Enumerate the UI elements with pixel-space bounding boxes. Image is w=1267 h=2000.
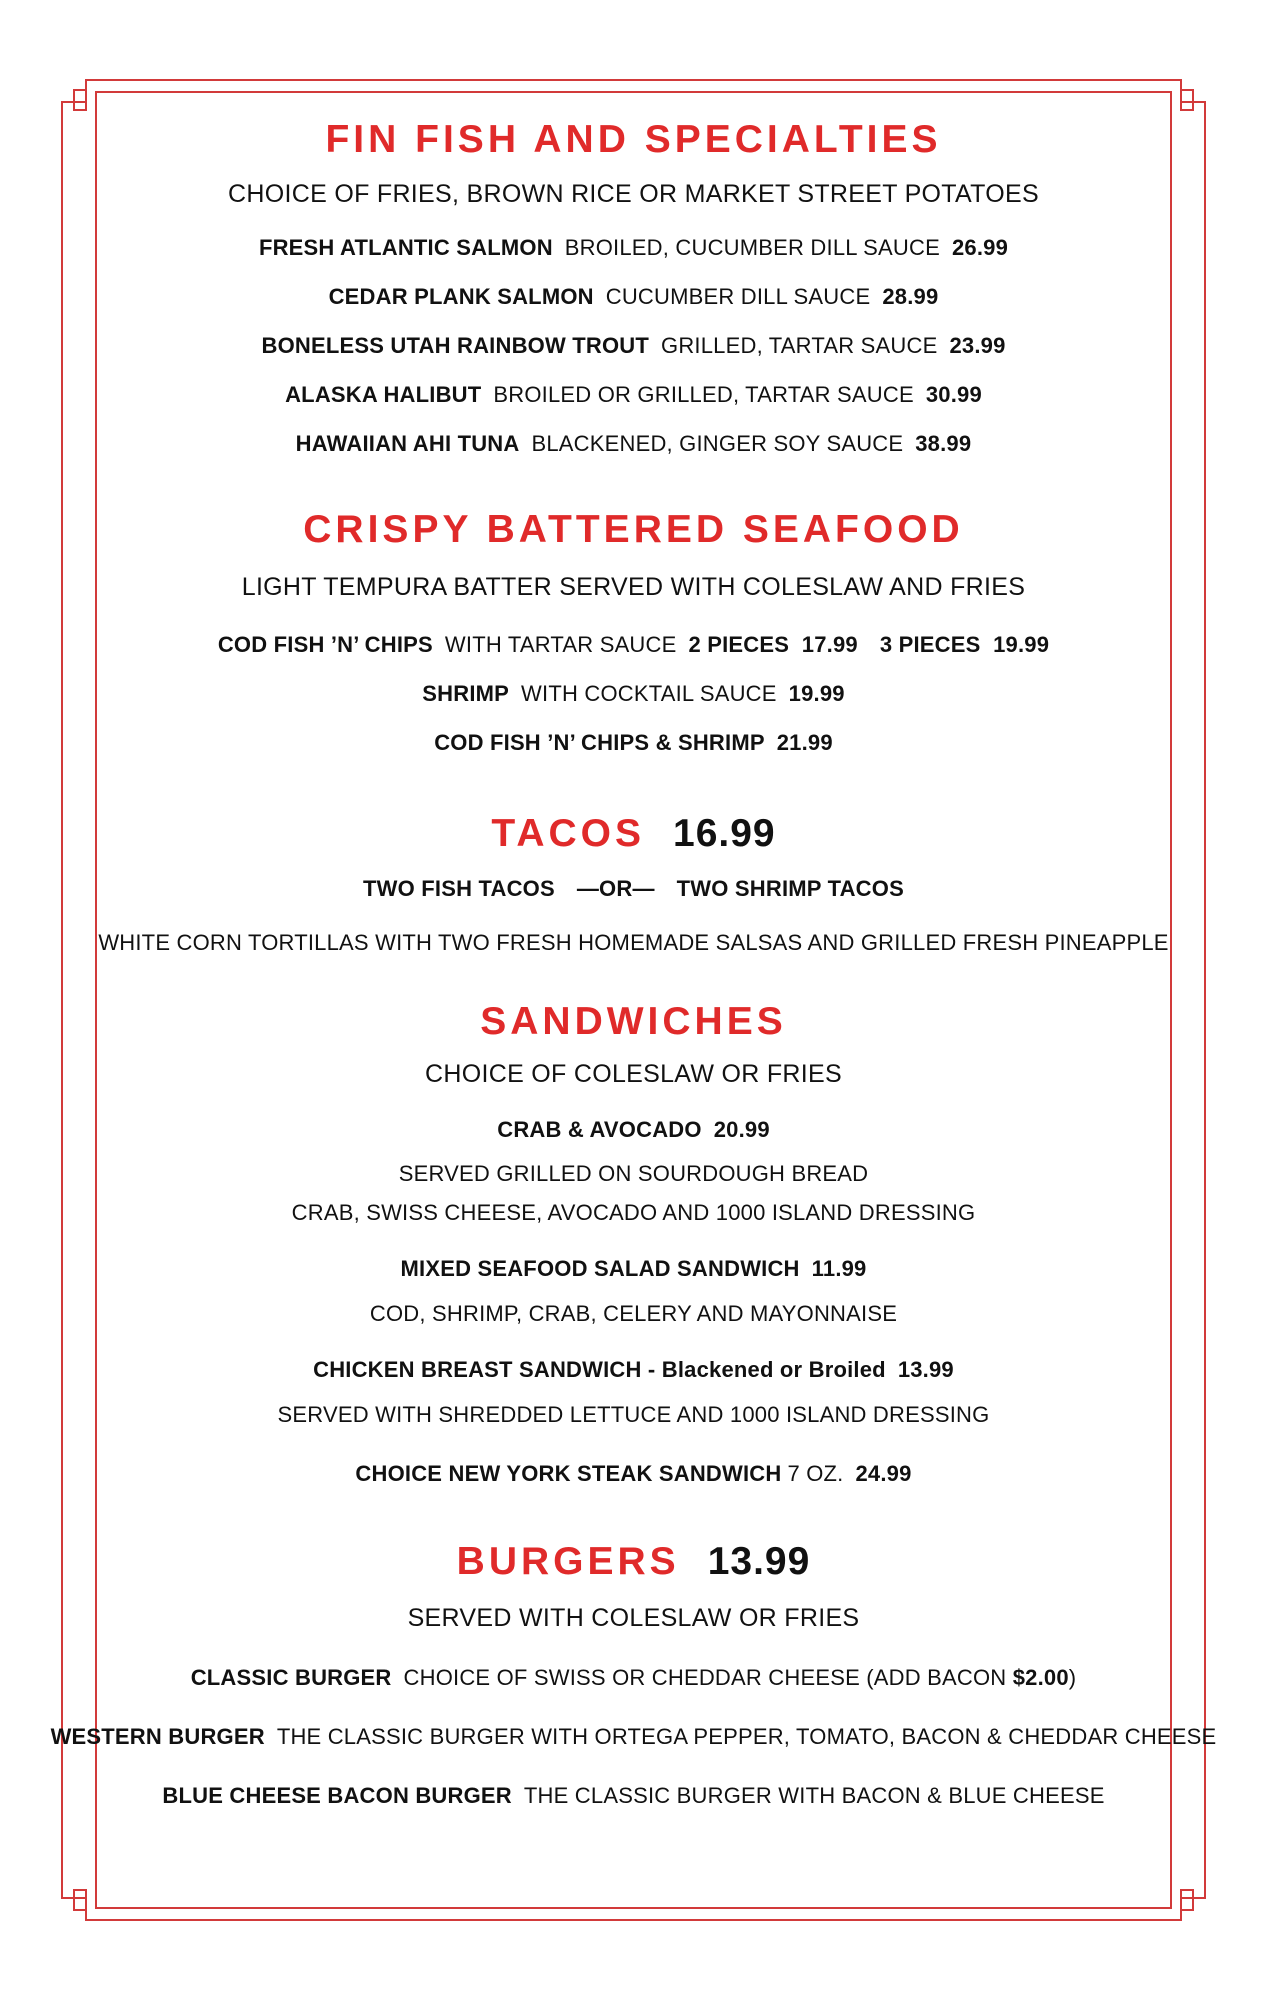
section-title-burgers <box>0 1540 1267 1584</box>
item-desc: BROILED, CUCUMBER DILL SAUCE <box>564 235 940 260</box>
item-price: 23.99 <box>949 333 1006 358</box>
item-name: BLUE CHEESE BACON BURGER <box>162 1783 512 1808</box>
section-subtitle-sandwiches: CHOICE OF COLESLAW OR FRIES <box>425 1060 842 1088</box>
item-price: 11.99 <box>811 1256 867 1281</box>
item-name: CLASSIC BURGER <box>190 1665 392 1690</box>
item-size: 7 OZ. <box>787 1461 844 1486</box>
menu-item-shrimp <box>0 681 1267 707</box>
item-name: BONELESS UTAH RAINBOW TROUT <box>261 333 650 358</box>
tacos-description: WHITE CORN TORTILLAS WITH TWO FRESH HOMEMADE SALSAS AND GRILLED FRESH PINEAPPLE <box>98 930 1169 955</box>
item-desc: CHOICE OF SWISS OR CHEDDAR CHEESE (ADD BACON <box>403 1665 1007 1690</box>
item-price: 28.99 <box>882 284 939 309</box>
mixed-seafood-desc: COD, SHRIMP, CRAB, CELERY AND MAYONNAISE <box>369 1301 898 1326</box>
item-name: FRESH ATLANTIC SALMON <box>258 235 553 260</box>
section-subtitle-battered: LIGHT TEMPURA BATTER SERVED WITH COLESLAW AND FRIES <box>241 573 1026 601</box>
crab-desc-line-1: SERVED GRILLED ON SOURDOUGH BREAD <box>398 1161 869 1186</box>
item-option-2pc: 2 PIECES 17.99 <box>688 632 858 657</box>
burgers-price: 13.99 <box>707 1540 811 1583</box>
item-addon-price: $2.00 <box>1012 1665 1069 1690</box>
menu-item-blue-cheese-burger <box>0 1783 1267 1809</box>
taco-or: —OR— <box>576 876 655 901</box>
menu-item-alaska-halibut <box>0 382 1267 408</box>
item-price: 19.99 <box>788 681 845 706</box>
item-desc: BLACKENED, GINGER SOY SAUCE <box>531 431 904 456</box>
menu-item-rainbow-trout <box>0 333 1267 359</box>
section-title-battered <box>0 508 1267 552</box>
section-title-fin-fish <box>0 118 1267 162</box>
section-title-sandwiches <box>0 1000 1267 1044</box>
item-name: CRAB & AVOCADO <box>497 1117 702 1142</box>
item-desc: WITH TARTAR SAUCE <box>444 632 677 657</box>
menu-item-ahi-tuna <box>0 431 1267 457</box>
item-desc: GRILLED, TARTAR SAUCE <box>661 333 938 358</box>
item-price: 21.99 <box>776 730 833 755</box>
item-desc-close: ) <box>1068 1665 1077 1690</box>
menu-item-western-burger <box>0 1724 1267 1750</box>
item-price: 24.99 <box>855 1461 912 1486</box>
item-name: CHICKEN BREAST SANDWICH - Blackened or Broiled <box>313 1357 886 1382</box>
menu-item-classic-burger <box>0 1665 1267 1691</box>
section-title-tacos <box>0 812 1267 856</box>
item-price: 13.99 <box>897 1357 954 1382</box>
item-price: 26.99 <box>951 235 1009 260</box>
section-subtitle-fin-fish: CHOICE OF FRIES, BROWN RICE OR MARKET STREET POTATOES <box>228 180 1039 208</box>
chicken-desc: SERVED WITH SHREDDED LETTUCE AND 1000 ISLAND DRESSING <box>277 1402 990 1427</box>
item-name: COD FISH ’N’ CHIPS <box>217 632 433 657</box>
section-subtitle-burgers: SERVED WITH COLESLAW OR FRIES <box>407 1604 860 1632</box>
sandwiches-title: SANDWICHES <box>480 1000 787 1043</box>
menu-item-cod-and-shrimp <box>0 730 1267 756</box>
menu-item-mixed-seafood <box>0 1256 1267 1282</box>
item-name: MIXED SEAFOOD SALAD SANDWICH <box>400 1256 800 1281</box>
menu-item-cedar-plank-salmon <box>0 284 1267 310</box>
battered-title: CRISPY BATTERED SEAFOOD <box>303 508 964 551</box>
item-name: CHOICE NEW YORK STEAK SANDWICH <box>355 1461 782 1486</box>
item-desc: BROILED OR GRILLED, TARTAR SAUCE <box>493 382 914 407</box>
tacos-choices <box>0 876 1267 902</box>
item-price: 30.99 <box>925 382 982 407</box>
menu-item-ny-steak <box>0 1461 1267 1487</box>
burgers-title: BURGERS <box>456 1540 680 1583</box>
item-name: HAWAIIAN AHI TUNA <box>295 431 520 456</box>
menu-item-crab-avocado <box>0 1117 1267 1143</box>
item-option-3pc: 3 PIECES 19.99 <box>879 632 1050 657</box>
item-name: CEDAR PLANK SALMON <box>328 284 594 309</box>
menu-item-chicken-breast <box>0 1357 1267 1383</box>
taco-choice-fish: TWO FISH TACOS <box>363 876 555 901</box>
taco-choice-shrimp: TWO SHRIMP TACOS <box>676 876 904 901</box>
item-name: SHRIMP <box>422 681 510 706</box>
menu-item-atlantic-salmon <box>0 235 1267 261</box>
crab-desc-line-2: CRAB, SWISS CHEESE, AVOCADO AND 1000 ISLAND DRESSING <box>291 1200 976 1225</box>
item-name: WESTERN BURGER <box>50 1724 265 1749</box>
item-name: COD FISH ’N’ CHIPS & SHRIMP <box>434 730 765 755</box>
item-name: ALASKA HALIBUT <box>285 382 482 407</box>
item-desc: THE CLASSIC BURGER WITH ORTEGA PEPPER, TOMATO, BACON & CHEDDAR CHEESE <box>276 1724 1217 1749</box>
item-price: 38.99 <box>915 431 972 456</box>
menu-item-cod-fish-chips <box>0 632 1267 658</box>
tacos-title: TACOS <box>491 812 645 855</box>
item-desc: WITH COCKTAIL SAUCE <box>521 681 777 706</box>
tacos-price: 16.99 <box>673 812 776 855</box>
item-desc: CUCUMBER DILL SAUCE <box>605 284 871 309</box>
fin-fish-title: FIN FISH AND SPECIALTIES <box>325 118 942 161</box>
item-desc: THE CLASSIC BURGER WITH BACON & BLUE CHEESE <box>523 1783 1105 1808</box>
item-price: 20.99 <box>713 1117 770 1142</box>
